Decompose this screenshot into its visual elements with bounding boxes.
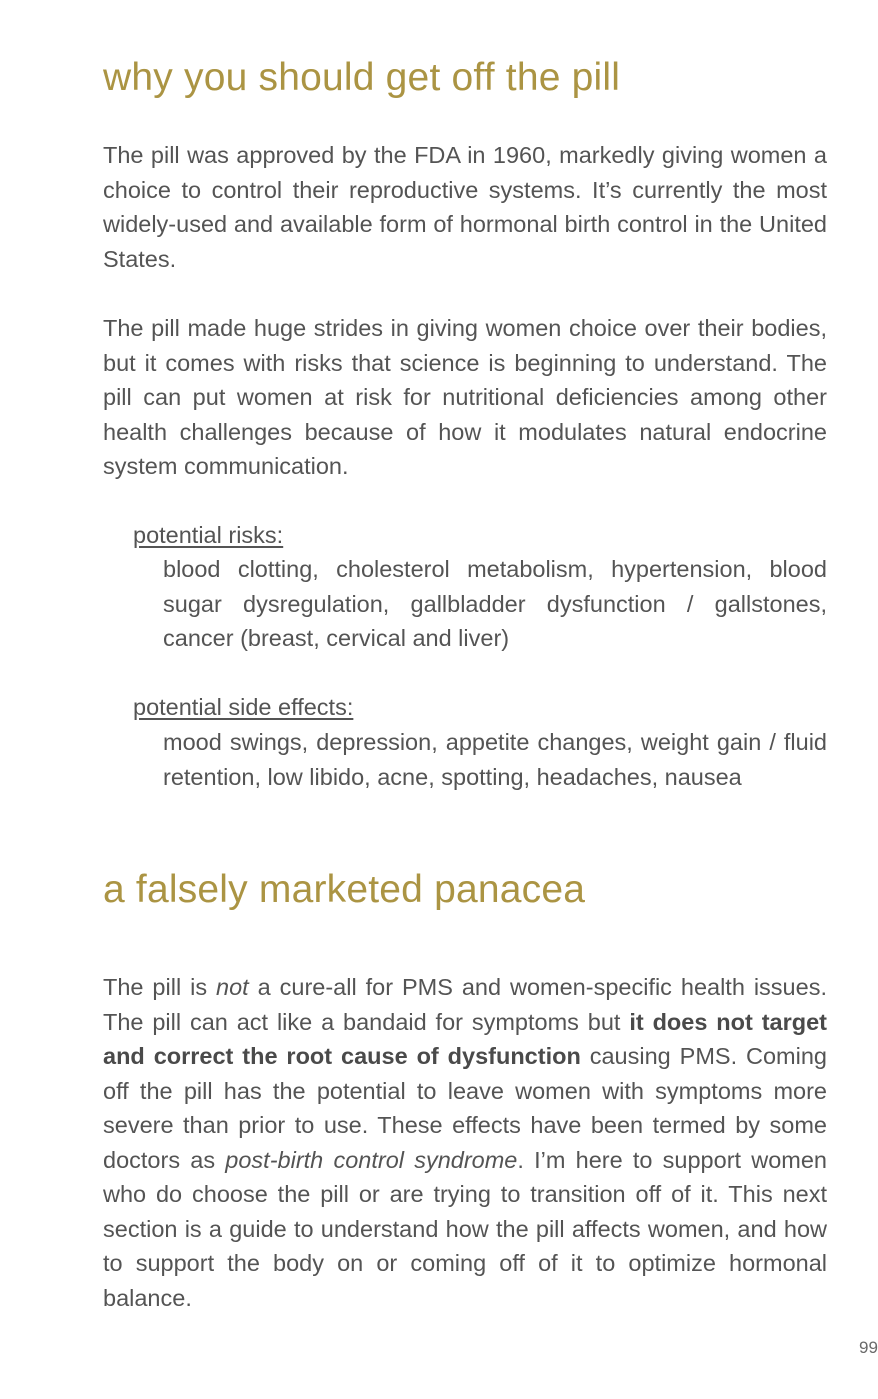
panacea-emphasis-not: not xyxy=(216,974,249,1000)
panacea-bold-root-cause: it does not target and correct the root cause of dysfunction xyxy=(103,1008,827,1069)
potential-risks-label: potential risks: xyxy=(133,522,284,548)
section-heading-get-off-pill: why you should get off the pill xyxy=(103,56,621,99)
panacea-paragraph xyxy=(103,970,827,1315)
section-heading-panacea: a falsely marketed panacea xyxy=(103,868,586,911)
panacea-text-4: . I’m here to support women who do choose the pill or are trying to transition off of it. This next section is a guide to understand how the pill affects women, and how to support the body on or coming off of it to optimize hormonal balance. xyxy=(103,1146,827,1311)
intro-paragraph-risks: The pill made huge strides in giving women choice over their bodies, but it comes with risks that science is beginning to understand. The pill can put women at risk for nutritional deficiencies among other health challenges because of how it modulates natural endocrine system communication. xyxy=(103,315,827,479)
panacea-text-2: a cure-all for PMS and women-specific health issues. The pill can act like a bandaid for symptoms but xyxy=(103,974,827,1035)
panacea-text-3: causing PMS. Coming off the pill has the potential to leave women with symptoms more severe than prior to use. These effects have been termed by some doctors as xyxy=(103,1043,827,1173)
potential-risks-list: blood clotting, cholesterol metabolism, hypertension, blood sugar dysregulation, gallbladder dysfunction / gallstones, cancer (breast, cervical and liver) xyxy=(163,556,827,651)
page-number: 99 xyxy=(859,1338,878,1357)
panacea-text-1: The pill is xyxy=(103,974,217,1000)
intro-paragraph-history: The pill was approved by the FDA in 1960, markedly giving women a choice to control their reproductive systems. It’s currently the most widely-used and available form of hormonal birth control in the United States. xyxy=(103,142,827,272)
panacea-emphasis-syndrome: post-birth control syndrome xyxy=(225,1146,518,1173)
potential-side-effects-list: mood swings, depression, appetite changes, weight gain / fluid retention, low libido, acne, spotting, headaches, nausea xyxy=(163,729,827,790)
potential-side-effects-label: potential side effects: xyxy=(133,694,354,720)
